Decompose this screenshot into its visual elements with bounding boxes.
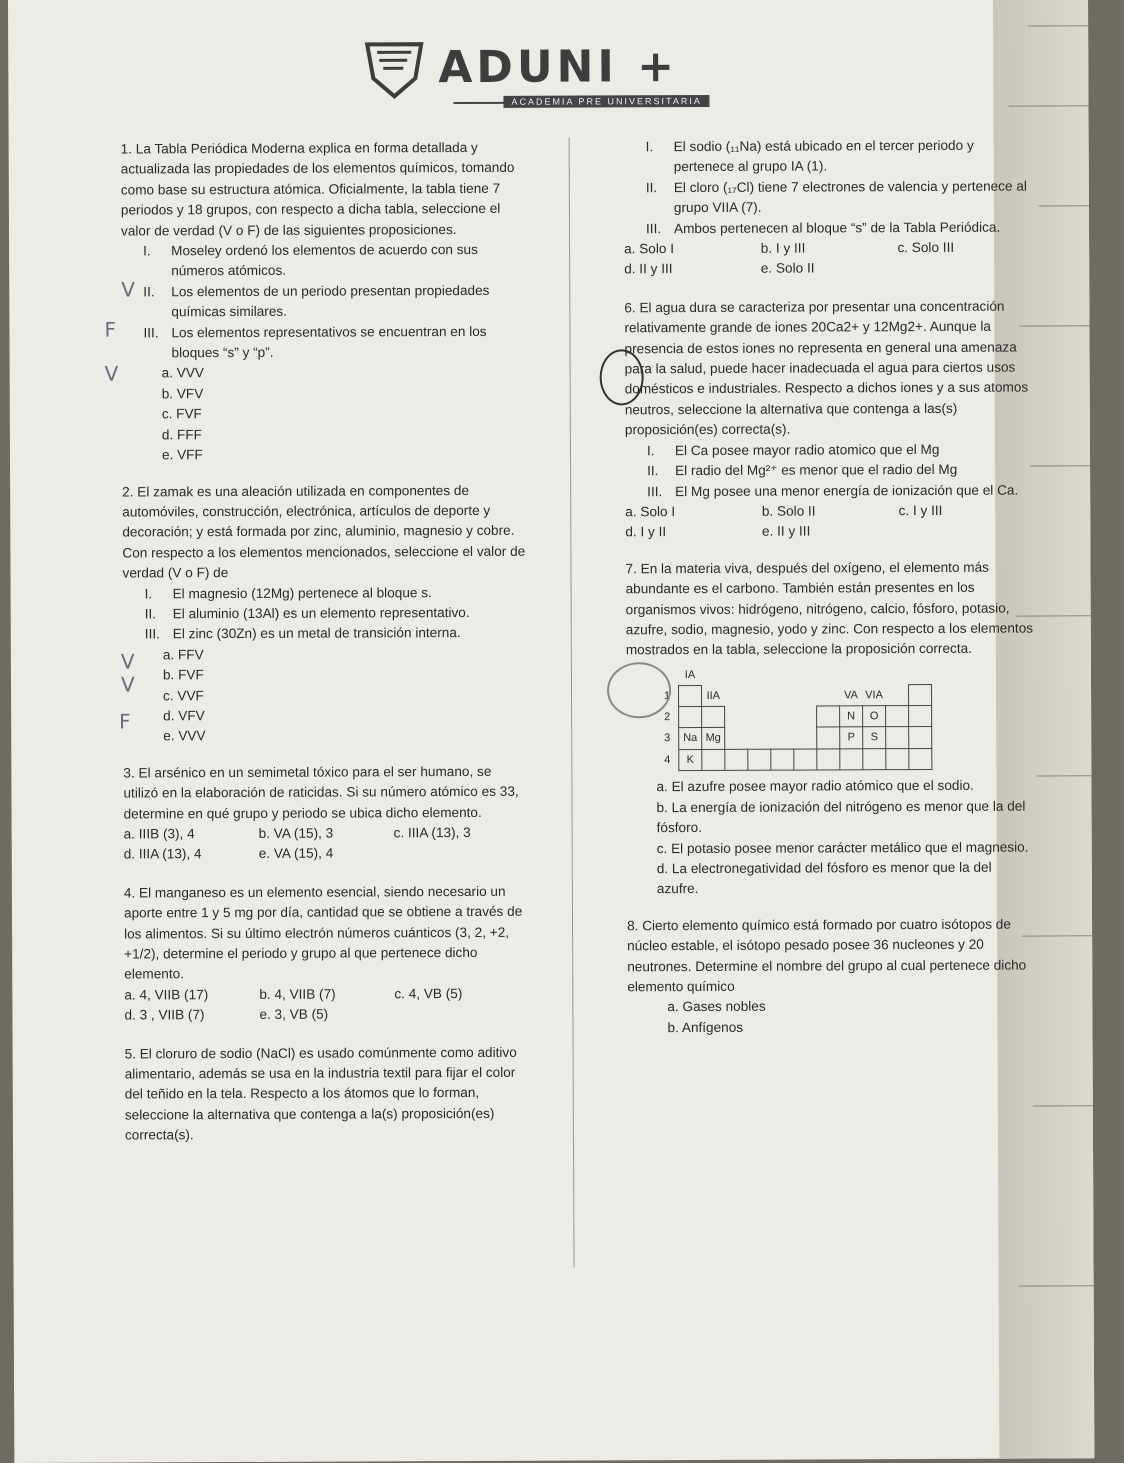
element-cell: P [840,727,863,749]
handwritten-mark: F [104,317,117,342]
q3-option: c. IIIA (13), 3 [393,824,471,841]
q4-options-row [124,1004,529,1026]
q5-statement: III. Ambos pertenecen al bloque “s” de la Tabla Periódica. [645,219,1001,236]
q7-option: b. La energía de ionización del nitrógeno es menor que la del fósforo. [656,798,1026,836]
question-7 [625,557,1036,900]
q6-option: a. Solo I [625,504,676,520]
period-label: 3 [664,732,671,745]
q4-options-row [124,984,529,1006]
exam-sheet [8,0,1094,1463]
q5-option: d. II y III [624,261,673,277]
group-label: IA [684,668,696,681]
periodic-table-excerpt [656,663,1036,771]
q3-option: b. VA (15), 3 [258,825,334,841]
q2-statement: I. El magnesio (12Mg) pertenece al bloque s. [144,584,432,601]
brand-plus: + [637,41,679,93]
q5-statement: II. El cloro (₁₇Cl) tiene 7 electrones de valencia y pertenece al grupo VIIA (7). [645,178,1027,216]
q4-option: a. 4, VIIB (17) [124,986,209,1003]
left-column [121,138,530,1156]
q6-option: c. I y III [898,502,943,519]
header [363,37,723,119]
q1-statement: I. Moseley ordenó los elementos de acuerdo con sus números atómicos. [143,241,478,279]
handwritten-mark: V [120,672,135,697]
q6-option: b. Solo II [761,503,816,519]
q7-option: a. El azufre posee mayor radio atómico que el sodio. [656,778,974,795]
q6-option: d. I y II [625,524,667,540]
q6-number: 6. [624,300,636,316]
handwritten-circle [607,662,671,718]
q5-option: b. I y III [760,240,806,256]
q1-number: 1. [120,141,133,157]
brand-title [438,41,678,93]
question-2 [122,480,528,747]
question-8 [627,914,1038,1038]
group-label: VA [844,688,858,702]
q3-text: El arsénico en un semimetal tóxico para el ser humano, se utilizó en la elaboración de raticidas. Si su número atómico es 33, determine en qué grupo y periodo se ubica dicho elemento. [123,763,519,822]
q8-option: a. Gases nobles [667,999,766,1015]
q5-statement: I. El sodio (₁₁Na) está ubicado en el tercer periodo y pertenece al grupo IA (1). [645,137,974,175]
aduni-shield-icon [363,38,425,100]
q2-option: a. FFV [162,646,204,663]
q5-option: a. Solo I [624,241,674,257]
q1-option: e. VFF [161,447,203,463]
periodic-table [656,664,932,772]
q1-text: La Tabla Periódica Moderna explica en forma detallada y actualizada las propiedades de los elementos químicos, tomando como base su estructura atómica. Oficialmente, la tabla tiene 7 periodos y 18 grupos, con respecto a dicha tabla, seleccione el valor de verdad (V o F) de las siguientes proposiciones. [120,139,515,239]
q1-statement: II. Los elementos de un periodo presentan propiedades químicas similares. [143,282,490,320]
period-label: 2 [664,711,671,724]
q2-statement: II. El aluminio (13Al) es un elemento representativo. [144,604,470,622]
q2-statement: III. El zinc (30Zn) es un metal de transición interna. [144,625,461,642]
handwritten-mark: F [119,709,131,734]
q5-text: El cloruro de sodio (NaCl) es usado comúnmente como aditivo alimentario, además se usa en la industria textil para fijar el color del teñido en la tela. Respecto a los átomos que lo forman, seleccione la alternativa que contenga a la(s) proposición(es) correcta(s). [124,1044,517,1143]
q3-option: d. IIIA (13), 4 [123,846,202,862]
q4-number: 4. [123,885,136,901]
question-3 [123,762,528,866]
q8-number: 8. [627,917,639,934]
period-label: 1 [663,690,671,703]
group-label: IIA [706,689,721,702]
question-4 [124,882,530,1027]
q3-number: 3. [123,765,135,781]
q6-options-row [625,500,1035,522]
q5-options-row [624,258,1034,280]
period-label: 4 [664,753,671,767]
q1-option: c. FVF [161,406,202,422]
q2-option: b. FVF [162,667,204,683]
right-column [624,136,1038,1049]
handwritten-circle [600,349,644,405]
question-5-continued [624,136,1035,281]
q2-number: 2. [122,483,134,500]
q3-options-row [124,843,529,865]
group-label: VIA [865,688,883,701]
column-divider [569,138,575,1268]
q8-option: b. Anfígenos [667,1019,744,1035]
q6-text: El agua dura se caracteriza por presentar una concentración relativamente grande de iones 20Ca2+ y 12Mg2+. Aunque la presencia de estos iones no representa en general una amenaza para la salud, puede hacer inadecuada el agua para ciertos usos domésticos e industriales. Respecto a dichos iones y a sus atomos neutros, seleccione la alternativa que contenga a las(s) proposición(es) correcta(s). [624,298,1029,438]
q2-option: c. VVF [163,687,204,703]
q2-text: El zamak es una aleación utilizada en componentes de automóviles, construcción, electrónica, artículos de deporte y decoración; y está formada por zinc, aluminio, magnesio y cobre. Con respecto a los elementos mencionados, seleccione el valor de verdad (V o F) de [122,482,526,581]
q5-option: e. Solo II [760,260,815,277]
q4-option: e. 3, VB (5) [259,1006,329,1023]
q3-option: e. VA (15), 4 [258,845,334,862]
q1-option: b. VFV [161,386,204,402]
element-cell: K [679,749,702,771]
q7-option: d. La electronegatividad del fósforo es menor que la del azufre. [656,859,992,897]
q6-statement: III. El Mg posee una menor energía de ionización que el Ca. [647,482,1019,499]
q3-options-row [124,823,529,845]
question-1 [121,138,527,466]
handwritten-mark: V [120,649,135,674]
q7-text: En la materia viva, después del oxígeno, el elemento más abundante es el carbono. También están presentes en los organismos vivos: hidrógeno, nitrógeno, calcio, fósforo, potasio, azufre, sodio, magnesio, yodo y zinc. Con respecto a los elementos mostrados en la tabla, seleccione la proposición correcta. [625,559,1034,658]
q4-text: El manganeso es un elemento esencial, siendo necesario un aporte entre 1 y 5 mg por día, cantidad que se obtiene a través de los alimentos. Si su último electrón números cuánticos (3, 2, +2, +1/2), determine el periodo y grupo al que pertenece dicho elemento. [123,883,523,982]
q5-number: 5. [124,1046,136,1062]
handwritten-mark: V [121,277,136,302]
q4-option: b. 4, VIIB (7) [259,986,336,1002]
q5-options-row [624,238,1034,260]
element-cell: N [840,706,863,728]
question-6 [624,296,1035,543]
brand-subtitle: ACADEMIA PRE UNIVERSITARIA [503,95,709,108]
q7-option: c. El potasio posee menor carácter metálico que el magnesio. [656,839,1029,856]
q3-option: a. IIIB (3), 4 [123,826,195,842]
q6-statement: I. El Ca posee mayor radio atomico que el Mg [646,441,940,458]
element-cell: Mg [702,728,725,750]
q6-statement: II. El radio del Mg²⁺ es menor que el radio del Mg [647,461,958,479]
q5-option: c. Solo III [897,239,955,256]
q1-option: d. FFF [161,426,202,443]
q4-option: d. 3 , VIIB (7) [124,1007,205,1023]
q6-options-row [625,521,1035,543]
question-5-start [125,1042,530,1146]
element-cell: O [863,706,886,728]
q1-statement: III. Los elementos representativos se encuentran en los bloques “s” y “p”. [143,323,487,361]
q2-option: e. VVV [163,728,206,744]
q8-text: Cierto elemento químico está formado por cuatro isótopos de núcleo estable, el isótopo pesado posee 36 nucleones y 20 neutrones. Determine el nombre del grupo al cual pertenece dicho elemento químico [627,916,1027,995]
brand-name: ADUNI [438,41,618,94]
handwritten-mark: V [104,361,119,386]
q6-option: e. II y III [761,523,811,540]
q4-option: c. 4, VB (5) [394,985,463,1002]
element-cell: S [863,727,886,749]
element-cell: Na [679,728,702,750]
q7-number: 7. [625,560,637,577]
q1-option: a. VVV [161,365,204,381]
q2-option: d. VFV [163,708,205,724]
